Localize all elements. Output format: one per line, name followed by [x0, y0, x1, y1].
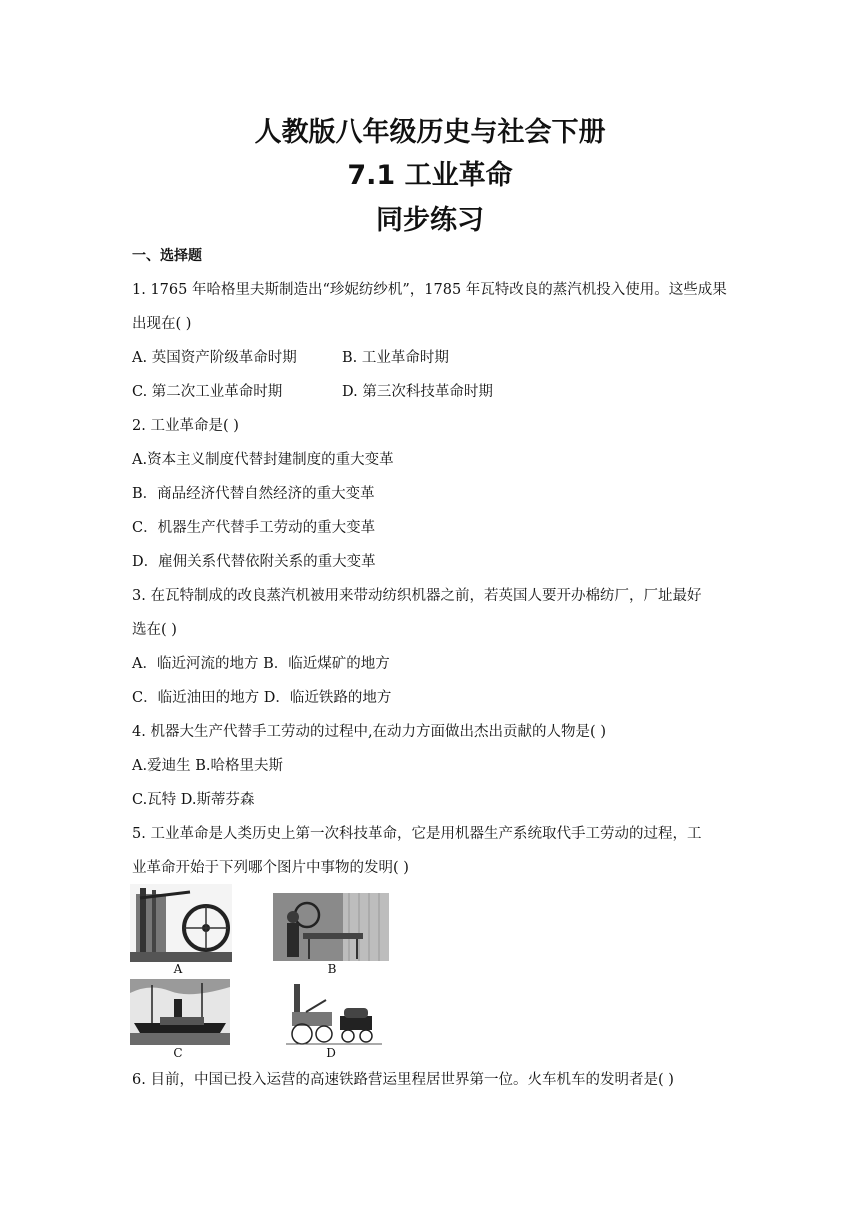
q3-options-cd: C．临近油田的地方 D．临近铁路的地方 — [132, 690, 392, 706]
q1-stem-line2: 出现在( ) — [132, 316, 192, 332]
figure-c-caption: C — [173, 1046, 183, 1060]
q4-options-cd: C.瓦特 D.斯蒂芬森 — [132, 792, 255, 808]
q3-stem-line2: 选在( ) — [132, 622, 177, 638]
figure-d-locomotive — [286, 982, 382, 1048]
doc-title-line2: 7.1 工业革命 — [347, 160, 513, 191]
figure-c-steamboat — [130, 979, 230, 1045]
doc-title-line3: 同步练习 — [376, 205, 484, 236]
q1-option-b: B. 工业革命时期 — [342, 350, 449, 366]
q2-option-a: A.资本主义制度代替封建制度的重大变革 — [132, 452, 394, 468]
figure-b-caption: B — [327, 962, 337, 976]
q1-stem-line1: 1. 1765 年哈格里夫斯制造出“珍妮纺纱机”，1785 年瓦特改良的蒸汽机投入使用。这些成果 — [132, 282, 727, 298]
q6-stem: 6. 目前，中国已投入运营的高速铁路营运里程居世界第一位。火车机车的发明者是( ) — [132, 1072, 674, 1088]
q5-stem-line1: 5. 工业革命是人类历史上第一次科技革命，它是用机器生产系统取代手工劳动的过程，工 — [132, 826, 702, 842]
q2-option-b: B．商品经济代替自然经济的重大变革 — [132, 486, 375, 502]
q2-option-c: C．机器生产代替手工劳动的重大变革 — [132, 520, 376, 536]
figure-b-spinning-jenny — [273, 893, 389, 961]
q1-option-c: C. 第二次工业革命时期 — [132, 384, 283, 400]
figure-d-caption: D — [326, 1046, 336, 1060]
q2-option-d: D．雇佣关系代替依附关系的重大变革 — [132, 554, 376, 570]
q1-option-d: D. 第三次科技革命时期 — [342, 384, 493, 400]
q2-stem: 2. 工业革命是( ) — [132, 418, 239, 434]
q5-stem-line2: 业革命开始于下列哪个图片中事物的发明( ) — [132, 860, 409, 876]
q1-option-a: A. 英国资产阶级革命时期 — [132, 350, 297, 366]
q4-stem: 4. 机器大生产代替手工劳动的过程中,在动力方面做出杰出贡献的人物是( ) — [132, 724, 606, 740]
q4-options-ab: A.爱迪生 B.哈格里夫斯 — [132, 758, 283, 774]
q3-stem-line1: 3. 在瓦特制成的改良蒸汽机被用来带动纺织机器之前，若英国人要开办棉纺厂，厂址最好 — [132, 588, 702, 604]
figure-a-steam-engine — [130, 884, 232, 962]
section-heading: 一、选择题 — [132, 248, 202, 264]
doc-title-line1: 人教版八年级历史与社会下册 — [254, 117, 606, 148]
figure-a-caption: A — [173, 962, 183, 976]
q3-options-ab: A．临近河流的地方 B．临近煤矿的地方 — [132, 656, 390, 672]
